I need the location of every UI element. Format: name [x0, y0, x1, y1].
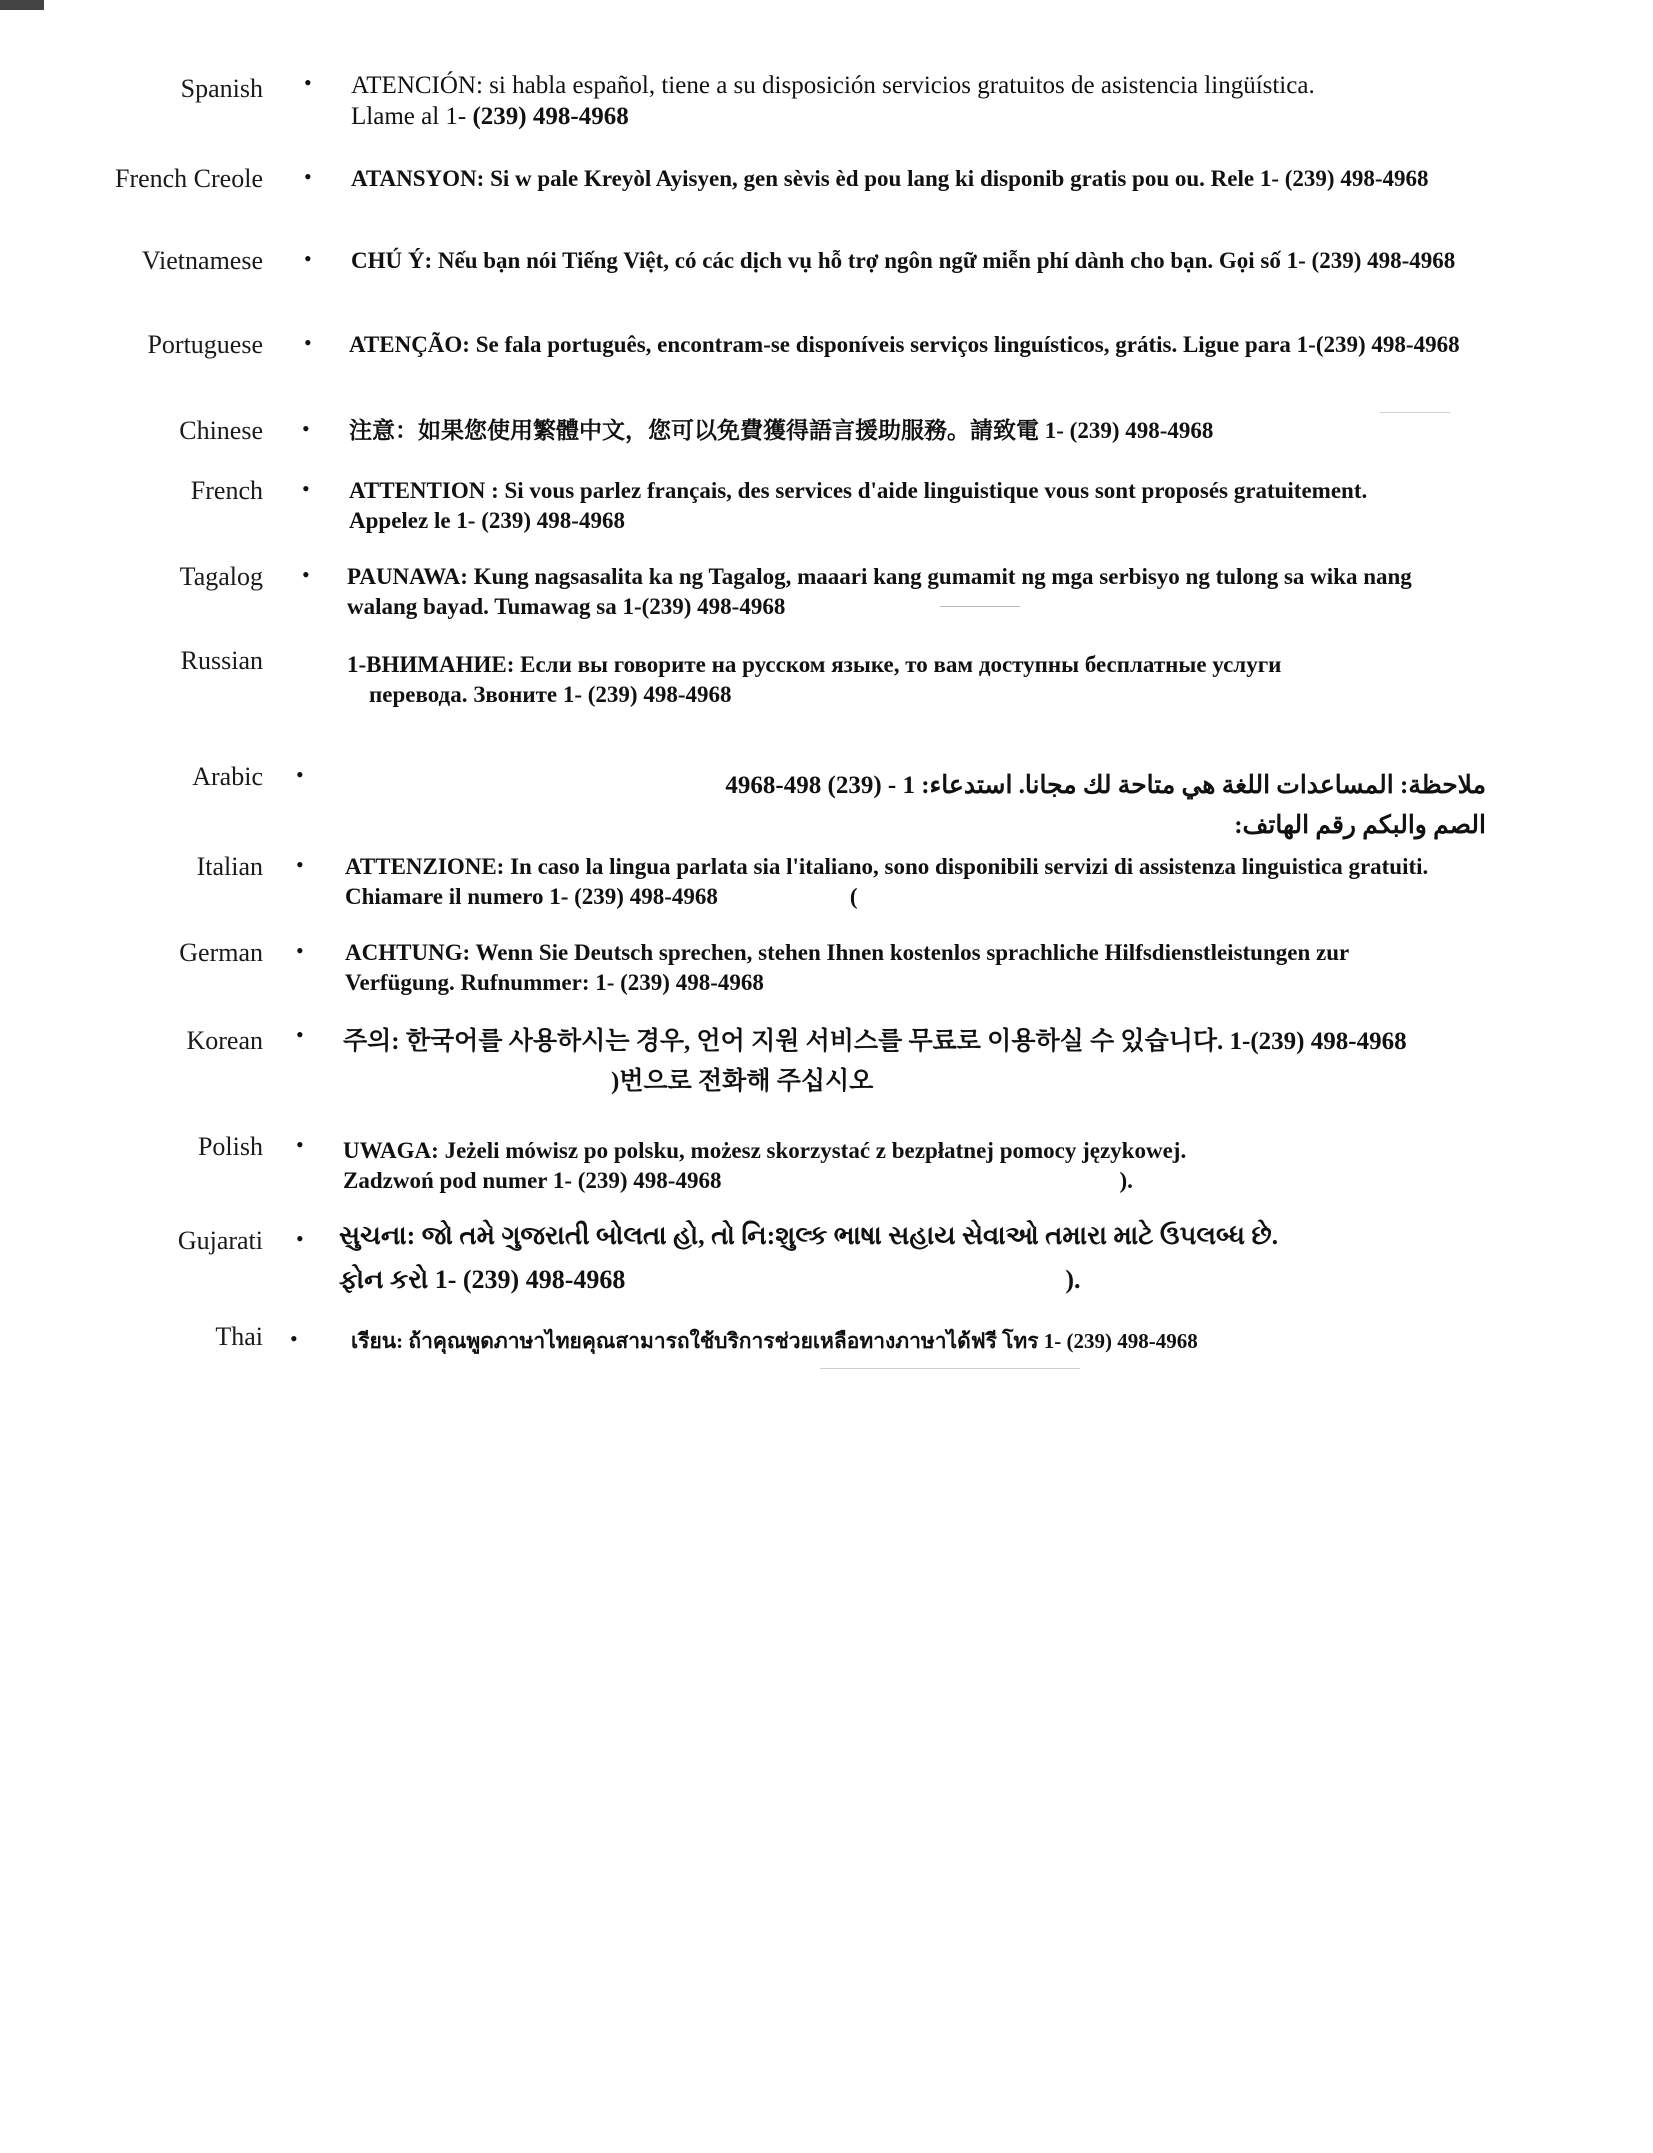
- language-label: Spanish: [180, 74, 263, 103]
- language-label: Italian: [196, 852, 263, 881]
- notice-text: [351, 246, 1455, 276]
- bullet: •: [304, 164, 312, 189]
- notice-text: [349, 476, 1367, 536]
- notice-text: [351, 164, 1429, 194]
- notice-line-1: ACHTUNG: Wenn Sie Deutsch sprechen, stehen Ihnen kostenlos sprachliche Hilfsdienstleistungen zur: [345, 940, 1350, 965]
- notice-line-1: PAUNAWA: Kung nagsasalita ka ng Tagalog, maaari kang gumamit ng mga serbisyo ng tulong sa wika nang: [347, 564, 1412, 589]
- notice-line-2: )번으로 전화해 주십시오: [611, 1068, 874, 1095]
- notice-text: [339, 1214, 1278, 1302]
- notice-text: [343, 1022, 1407, 1102]
- notice-text: [345, 852, 1428, 912]
- scan-smudge: [820, 1368, 1080, 1369]
- notice-line-2-main: Zadzwoń pod numer 1- (239) 498-4968: [343, 1168, 722, 1193]
- notice-line-1: 1-ВНИМАНИЕ: Если вы говорите на русском языке, то вам доступны бесплатные услуги: [347, 652, 1282, 677]
- bullet: •: [290, 1326, 298, 1351]
- notice-line-1: ATENÇÃO: Se fala português, encontram-se disponíveis serviços linguísticos, grátis. Ligue para 1-(239) 498-4968: [349, 332, 1460, 357]
- notice-line-2-main: Chiamare il numero 1- (239) 498-4968: [345, 884, 718, 909]
- language-label: Tagalog: [179, 562, 263, 591]
- notice-text: [351, 1326, 1198, 1356]
- notice-line-2-main: ફોન કરો 1- (239) 498-4968: [339, 1265, 626, 1294]
- scan-smudge: [940, 606, 1020, 607]
- notice-text: [345, 938, 1349, 998]
- language-label: French Creole: [114, 164, 263, 193]
- bullet: •: [304, 70, 312, 95]
- bullet: •: [296, 1022, 304, 1047]
- notice-line-2-prefix: Llame al 1-: [351, 103, 473, 130]
- notice-line-2: перевода. Звоните 1- (239) 498-4968: [369, 682, 732, 707]
- scan-edge-mark: [0, 0, 44, 10]
- bullet: •: [296, 1226, 304, 1251]
- bullet: •: [304, 330, 312, 355]
- notice-line-1: ATANSYON: Si w pale Kreyòl Ayisyen, gen sèvis èd pou lang ki disponib gratis pou ou. Rele 1- (239) 498-4968: [351, 166, 1429, 191]
- language-label: Gujarati: [177, 1226, 263, 1255]
- language-label: German: [179, 938, 263, 967]
- bullet: •: [302, 562, 310, 587]
- bullet: •: [296, 852, 304, 877]
- notice-line-1: เรียน: ถ้าคุณพูดภาษาไทยคุณสามารถใช้บริการช่วยเหลือทางภาษาได้ฟรี โทร 1- (239) 498-4968: [351, 1329, 1198, 1353]
- closing-paren: ).: [1119, 1168, 1133, 1193]
- stray-mark: (: [849, 884, 858, 909]
- notice-line-2: [345, 882, 1428, 912]
- notice-text: [347, 562, 1412, 622]
- language-label: Thai: [215, 1322, 263, 1351]
- language-label: Arabic: [192, 762, 263, 791]
- notice-line-2: الصم والبكم رقم الهاتف:: [1234, 812, 1486, 839]
- notice-text: [349, 330, 1460, 360]
- language-label: French: [190, 476, 263, 505]
- notice-text: [347, 650, 1281, 710]
- notice-line-2: [339, 1258, 1278, 1302]
- notice-line-2: walang bayad. Tumawag sa 1-(239) 498-4968: [347, 594, 786, 619]
- language-label: Vietnamese: [141, 246, 263, 275]
- notice-line-1: ATENCIÓN: si habla español, tiene a su disposición servicios gratuitos de asistencia lingüística.: [351, 72, 1315, 99]
- notice-line-2: [351, 101, 1315, 132]
- notice-line-1: 주의: 한국어를 사용하시는 경우, 언어 지원 서비스를 무료로 이용하실 수 있습니다. 1-(239) 498-4968: [343, 1028, 1407, 1055]
- notice-line-2: Appelez le 1- (239) 498-4968: [349, 508, 625, 533]
- bullet: •: [302, 416, 310, 441]
- notice-line-1: UWAGA: Jeżeli mówisz po polsku, możesz skorzystać z bezpłatnej pomocy językowej.: [343, 1138, 1187, 1163]
- language-label: Polish: [197, 1132, 263, 1161]
- scan-smudge: [1380, 412, 1450, 413]
- notice-text: [640, 766, 1486, 846]
- bullet: •: [296, 762, 304, 787]
- notice-text: [349, 416, 1213, 446]
- bullet: •: [304, 246, 312, 271]
- notice-line-1: CHÚ Ý: Nếu bạn nói Tiếng Việt, có các dịch vụ hỗ trợ ngôn ngữ miễn phí dành cho bạn. Gọi số 1- (239) 498-4968: [351, 248, 1456, 273]
- language-label: Korean: [186, 1026, 263, 1055]
- notice-line-2: Verfügung. Rufnummer: 1- (239) 498-4968: [345, 970, 764, 995]
- language-label: Chinese: [179, 416, 263, 445]
- notice-line-1: ATTENZIONE: In caso la lingua parlata sia l'italiano, sono disponibili servizi di assistenza linguistica gratuiti.: [345, 854, 1429, 879]
- notice-text: [351, 70, 1315, 132]
- notice-line-2: [343, 1166, 1186, 1196]
- language-label: Portuguese: [147, 330, 263, 359]
- notice-line-1: ملاحظة: المساعدات اللغة هي متاحة لك مجانا. استدعاء: 1 - (239) 498-4968: [725, 772, 1486, 799]
- notice-line-1: ATTENTION : Si vous parlez français, des services d'aide linguistique vous sont proposés gratuitement.: [349, 478, 1368, 503]
- closing-paren: ).: [1065, 1265, 1081, 1294]
- language-label: Russian: [180, 646, 263, 675]
- notice-line-1: સુચના: જો તમે ગુજરાતી બોલતા હો, તો નિ:શુલ્ક ભાષા સહાય સેવાઓ તમારા માટે ઉપલબ્ધ છે.: [339, 1221, 1279, 1250]
- bullet: •: [302, 476, 310, 501]
- phone-number: (239) 498-4968: [472, 103, 629, 130]
- bullet: •: [296, 1132, 304, 1157]
- notice-line-1: 注意：如果您使用繁體中文，您可以免費獲得語言援助服務。請致電 1- (239) 498-4968: [349, 418, 1214, 443]
- bullet: •: [296, 938, 304, 963]
- notice-text: [343, 1136, 1186, 1196]
